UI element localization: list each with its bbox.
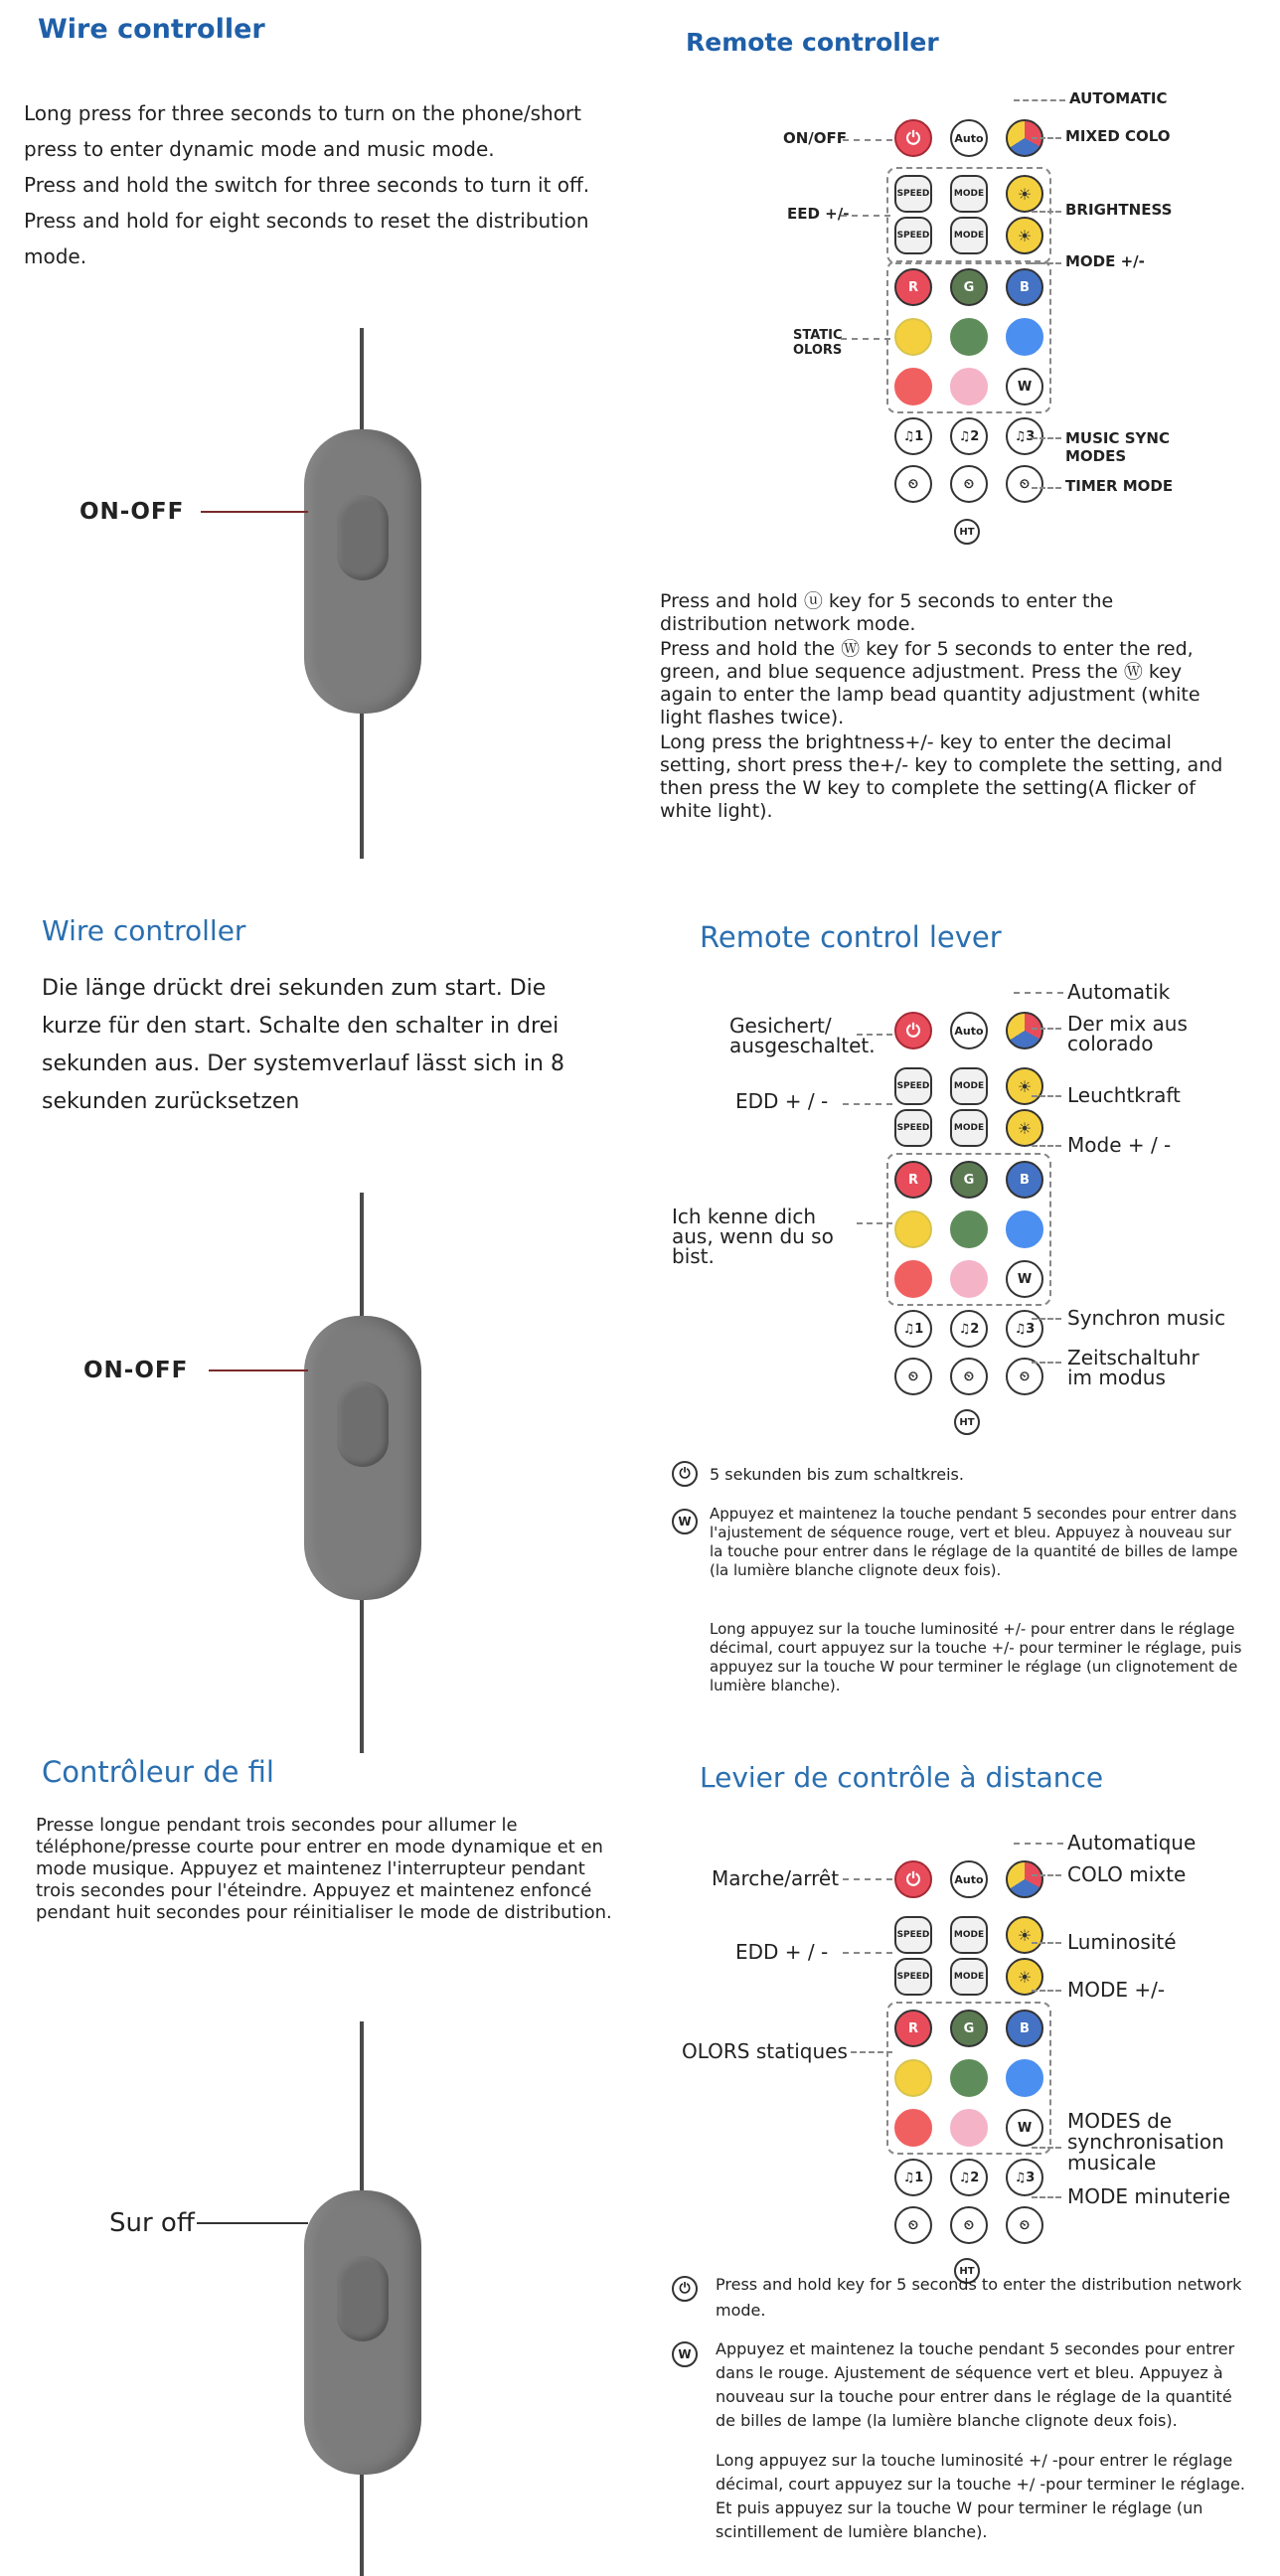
label-static: OLORS statiques: [682, 2039, 848, 2063]
label-timer: TIMER MODE: [1065, 477, 1174, 495]
speed-up-button[interactable]: SPEED: [894, 1916, 932, 1954]
label-speed: EED +/-: [787, 205, 850, 223]
mixed-color-button[interactable]: [1006, 1860, 1043, 1898]
label-static: STATIC OLORS: [793, 328, 843, 358]
power-button[interactable]: ⏻: [894, 1012, 932, 1049]
onoff-leader: [201, 511, 308, 513]
speed-down-button[interactable]: SPEED: [894, 1109, 932, 1147]
music-3-button[interactable]: ♫3: [1006, 417, 1043, 455]
remote-control-title: Levier de contrôle à distance: [700, 1761, 1104, 1794]
label-automatic: AUTOMATIC: [1069, 89, 1168, 107]
brightness-down-button[interactable]: ☀: [1006, 1109, 1043, 1147]
music-3-button[interactable]: ♫3: [1006, 2159, 1043, 2196]
wire-controller-body: [304, 1316, 421, 1600]
brightness-up-button[interactable]: ☀: [1006, 175, 1043, 213]
ht-logo: HT: [954, 519, 980, 545]
speed-up-button[interactable]: SPEED: [894, 1067, 932, 1105]
music-2-button[interactable]: ♫2: [950, 417, 988, 455]
music-1-button[interactable]: ♫1: [894, 417, 932, 455]
music-1-button[interactable]: ♫1: [894, 2159, 932, 2196]
white-button[interactable]: W: [1006, 2109, 1043, 2147]
timer-1-button[interactable]: ⏲: [894, 2206, 932, 2244]
timer-3-button[interactable]: ⏲: [1006, 465, 1043, 503]
desc-line-1: Press and hold key for 5 seconds to enter the distribution network mode.: [716, 2275, 1242, 2320]
mode-down-button[interactable]: MODE: [950, 1109, 988, 1147]
mode-up-button[interactable]: MODE: [950, 1916, 988, 1954]
label-onoff: ON/OFF: [783, 129, 848, 147]
label-music: MODES de synchronisation musicale: [1067, 2109, 1224, 2174]
color-bracket: [886, 1153, 1051, 1306]
cable: [360, 714, 364, 859]
label-timer: Zeitschaltuhr im modus: [1067, 1346, 1200, 1389]
timer-3-button[interactable]: ⏲: [1006, 1358, 1043, 1395]
timer-1-button[interactable]: ⏲: [894, 465, 932, 503]
wire-controller-body: [304, 2190, 421, 2475]
label-speed: EDD + / -: [735, 1940, 829, 1964]
onoff-label: ON-OFF: [83, 1358, 189, 1383]
auto-button[interactable]: Auto: [950, 1012, 988, 1049]
ht-logo: HT: [954, 1409, 980, 1435]
blue-button[interactable]: B: [1006, 268, 1043, 306]
remote-instructions: Press and hold ⓤ key for 5 seconds to enter the distribution network mode. Press and hold the Ⓦ key for 5 seconds to enter the red, green, and blue sequence adjustment. Press the Ⓦ key again to enter the lamp bead quantity adjustment (white light flashes twice). Long press the brightness+/- key to enter the decimal setting, short press the+/- key to complete the setting, and then press the W key to complete the setting(A flicker of white light).: [660, 590, 1223, 822]
power-icon: ⏻: [672, 1461, 698, 1487]
green-button[interactable]: G: [950, 2010, 988, 2047]
green-button[interactable]: G: [950, 1161, 988, 1199]
power-button[interactable]: ⏻: [894, 1860, 932, 1898]
onoff-label: Sur off: [109, 2208, 195, 2238]
label-music: Synchron music: [1067, 1306, 1226, 1330]
red-button[interactable]: R: [894, 1161, 932, 1199]
cable: [360, 2021, 364, 2190]
speed-down-button[interactable]: SPEED: [894, 217, 932, 254]
wire-controller-text: Die länge drückt drei sekunden zum start. Die kurze für den start. Schalte den schalter in drei sekunden aus. Der systemverlauf lässt sich in 8 sekunden zurücksetzen: [42, 976, 564, 1114]
label-mixed: COLO mixte: [1067, 1862, 1187, 1886]
auto-button[interactable]: Auto: [950, 119, 988, 157]
mode-up-button[interactable]: MODE: [950, 175, 988, 213]
cable: [360, 2475, 364, 2576]
auto-button[interactable]: Auto: [950, 1860, 988, 1898]
cable: [360, 1193, 364, 1316]
desc-line-3: Long appuyez sur la touche luminosité +/ -pour entrer le réglage décimal, court appuyez sur la touche +/ -pour terminer le réglage. Et puis appuyez sur la touche W pour terminer le réglage (un scintillement de lumière blanche).: [716, 2451, 1245, 2541]
label-speed: EDD + / -: [735, 1089, 829, 1113]
section-french: [0, 1753, 1280, 2576]
brightness-down-button[interactable]: ☀: [1006, 1958, 1043, 1996]
music-2-button[interactable]: ♫2: [950, 1310, 988, 1348]
label-mixed: MIXED COLO: [1065, 127, 1171, 145]
label-mode: MODE +/-: [1065, 252, 1145, 270]
label-onoff: Marche/arrêt: [712, 1866, 840, 1890]
white-key-icon: W: [672, 1509, 698, 1534]
desc-line-2: Appuyez et maintenez la touche pendant 5 secondes pour entrer dans le rouge. Ajustement de séquence vert et bleu. Appuyez à nouveau sur la touche pour entrer dans le réglage de la quantité de billes de lampe (la lumière blanche clignote deux fois).: [716, 2339, 1235, 2430]
label-static: Ich kenne dich aus, wenn du so bist.: [672, 1205, 834, 1268]
white-button[interactable]: W: [1006, 368, 1043, 405]
music-1-button[interactable]: ♫1: [894, 1310, 932, 1348]
wire-controller-title: Wire controller: [38, 14, 265, 45]
onoff-label: ON-OFF: [80, 499, 185, 525]
section-english: [0, 0, 1280, 859]
label-brightness: Leuchtkraft: [1067, 1083, 1181, 1107]
power-button[interactable]: ⏻: [894, 119, 932, 157]
blue-button[interactable]: B: [1006, 1161, 1043, 1199]
label-mixed: Der mix aus colorado: [1067, 1012, 1188, 1055]
wire-controller-text: Presse longue pendant trois secondes pour allumer le téléphone/presse courte pour entrer en mode dynamique et en mode musique. Appuyez et maintenez l'interrupteur pendant trois secondes pour l'éteindre. Appuyez et maintenez enfoncé pendant huit secondes pour réinitialiser le mode de distribution.: [36, 1815, 612, 1923]
red-button[interactable]: R: [894, 2010, 932, 2047]
speed-up-button[interactable]: SPEED: [894, 175, 932, 213]
label-mode: Mode + / -: [1067, 1133, 1172, 1157]
remote-controller-title: Remote controller: [686, 28, 939, 57]
timer-3-button[interactable]: ⏲: [1006, 2206, 1043, 2244]
onoff-switch[interactable]: [337, 2256, 389, 2341]
onoff-switch[interactable]: [337, 495, 389, 580]
onoff-switch[interactable]: [337, 1381, 389, 1467]
timer-2-button[interactable]: ⏲: [950, 2206, 988, 2244]
green-button[interactable]: G: [950, 268, 988, 306]
color-bracket: [886, 260, 1051, 413]
label-brightness: Luminosité: [1067, 1930, 1177, 1954]
brightness-up-button[interactable]: ☀: [1006, 1067, 1043, 1105]
label-mode: MODE +/-: [1067, 1978, 1166, 2002]
desc-line-3: Long appuyez sur la touche luminosité +/- pour entrer dans le réglage décimal, court appuyez sur la touche +/- pour terminer le réglage, puis appuyez sur la touche W pour terminer le réglage (un clignotement de lumière blanche).: [710, 1620, 1242, 1694]
speed-bracket: [886, 167, 1051, 264]
label-onoff: Gesichert/ ausgeschaltet.: [729, 1014, 876, 1057]
speed-down-button[interactable]: SPEED: [894, 1958, 932, 1996]
cable: [360, 1600, 364, 1753]
brightness-down-button[interactable]: ☀: [1006, 217, 1043, 254]
brightness-up-button[interactable]: ☀: [1006, 1916, 1043, 1954]
wire-controller-title: Wire controller: [42, 914, 246, 947]
timer-1-button[interactable]: ⏲: [894, 1358, 932, 1395]
desc-line-2: Appuyez et maintenez la touche pendant 5 secondes pour entrer dans l'ajustement de séquence rouge, vert et bleu. Appuyez à nouveau sur la touche pour entrer dans le réglage de la quantité de billes de lampe (la lumière blanche clignote deux fois).: [710, 1505, 1238, 1579]
mode-down-button[interactable]: MODE: [950, 217, 988, 254]
white-button[interactable]: W: [1006, 1260, 1043, 1298]
wire-controller-body: [304, 429, 421, 714]
music-3-button[interactable]: ♫3: [1006, 1310, 1043, 1348]
desc-line-1: 5 sekunden bis zum schaltkreis.: [710, 1465, 964, 1484]
onoff-leader: [197, 2222, 308, 2224]
mode-down-button[interactable]: MODE: [950, 1958, 988, 1996]
remote-control-title: Remote control lever: [700, 920, 1002, 954]
mixed-color-button[interactable]: [1006, 1012, 1043, 1049]
white-key-icon: W: [672, 2341, 698, 2367]
section-german: [0, 894, 1280, 1753]
wire-controller-title: Contrôleur de fil: [42, 1755, 274, 1789]
wire-controller-text: Long press for three seconds to turn on the phone/short press to enter dynamic mode and music mode. Press and hold the switch for three seconds to turn it off. Press and hold for eight seconds to reset the distribution mode.: [24, 101, 590, 268]
red-button[interactable]: R: [894, 268, 932, 306]
label-brightness: BRIGHTNESS: [1065, 201, 1173, 219]
label-automatic: Automatik: [1067, 980, 1171, 1004]
color-bracket: [886, 2002, 1051, 2155]
label-music: MUSIC SYNC MODES: [1065, 429, 1170, 465]
timer-2-button[interactable]: ⏲: [950, 1358, 988, 1395]
timer-2-button[interactable]: ⏲: [950, 465, 988, 503]
ht-logo: HT: [954, 2258, 980, 2284]
blue-button[interactable]: B: [1006, 2010, 1043, 2047]
onoff-leader: [209, 1369, 308, 1371]
label-automatic: Automatique: [1067, 1831, 1197, 1854]
power-icon: ⏻: [672, 2276, 698, 2302]
label-timer: MODE minuterie: [1067, 2184, 1231, 2208]
mode-up-button[interactable]: MODE: [950, 1067, 988, 1105]
music-2-button[interactable]: ♫2: [950, 2159, 988, 2196]
